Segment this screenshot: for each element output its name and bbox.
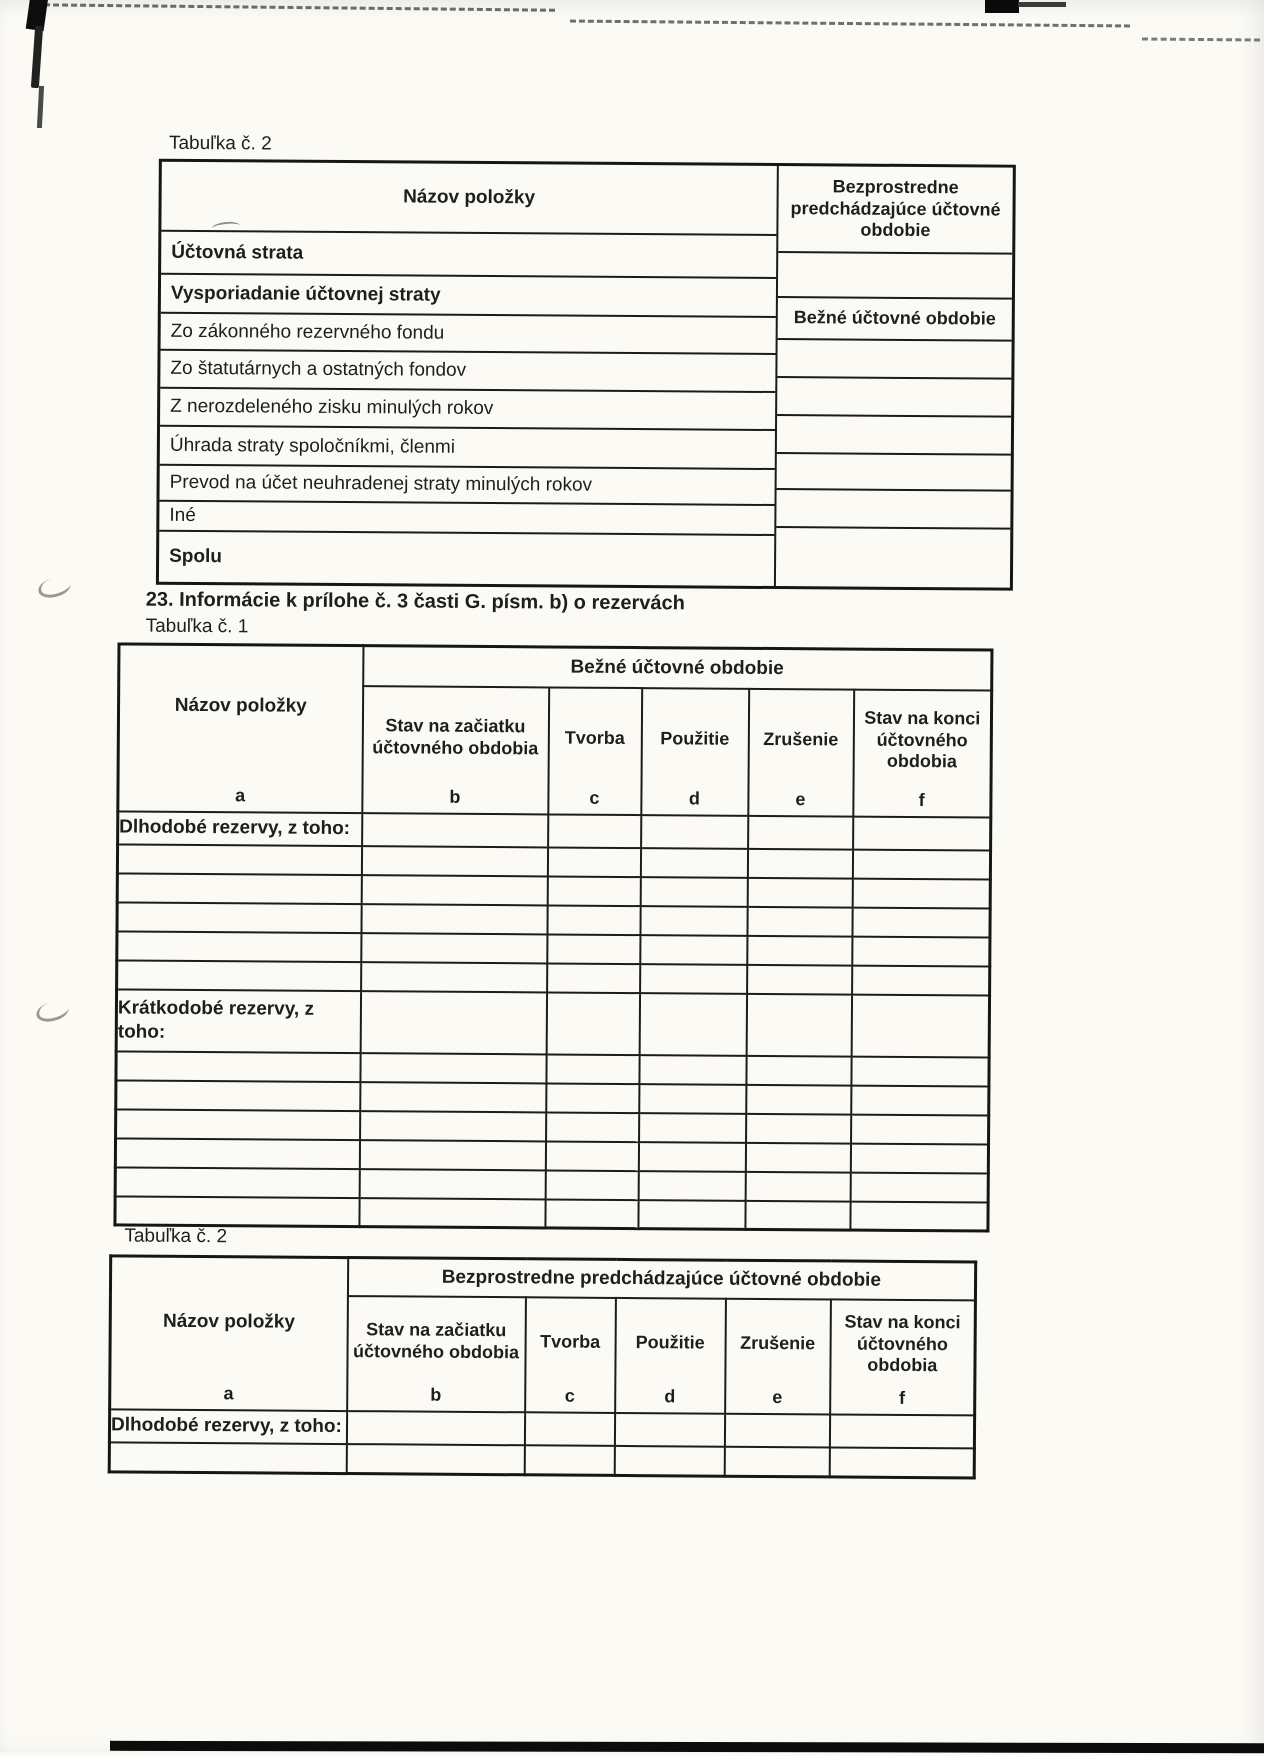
empty-cell bbox=[777, 378, 1011, 418]
empty-cell bbox=[546, 1083, 639, 1113]
empty-cell bbox=[641, 815, 748, 849]
empty-cell bbox=[547, 963, 640, 993]
empty-cell bbox=[745, 1200, 850, 1230]
table-row bbox=[115, 1196, 988, 1231]
empty-cell bbox=[547, 876, 640, 906]
row-label: Iné bbox=[159, 502, 774, 536]
empty-cell bbox=[359, 1198, 545, 1228]
loss-table-value-column bbox=[776, 166, 1013, 588]
empty-cell bbox=[639, 1084, 746, 1114]
empty-cell bbox=[724, 1446, 829, 1477]
empty-cell bbox=[829, 1447, 974, 1478]
empty-cell bbox=[546, 1112, 639, 1142]
empty-cell bbox=[117, 902, 361, 933]
empty-cell bbox=[747, 877, 852, 907]
empty-cell bbox=[359, 1140, 545, 1170]
empty-cell bbox=[639, 993, 746, 1056]
empty-cell bbox=[116, 1109, 360, 1140]
empty-cell bbox=[361, 933, 547, 963]
empty-cell bbox=[776, 528, 1010, 588]
empty-cell bbox=[747, 906, 852, 936]
empty-cell bbox=[638, 1200, 745, 1230]
column-header: Stav na začiatku účtovného obdobia b bbox=[347, 1296, 526, 1412]
column-letter: f bbox=[898, 1387, 906, 1408]
empty-cell bbox=[546, 992, 639, 1055]
empty-cell bbox=[639, 1055, 746, 1085]
empty-cell bbox=[640, 964, 747, 994]
name-column-header bbox=[110, 1256, 348, 1411]
empty-cell bbox=[545, 1170, 638, 1200]
empty-cell bbox=[640, 877, 747, 907]
row-label: Účtovná strata bbox=[161, 232, 776, 279]
row-label: Dlhodobé rezervy, z toho: bbox=[109, 1409, 346, 1444]
table-caption: Tabuľka č. 1 bbox=[145, 615, 249, 638]
empty-cell bbox=[777, 340, 1011, 380]
empty-cell bbox=[852, 936, 990, 966]
row-label: Zo zákonného rezervného fondu bbox=[161, 314, 776, 355]
column-letter: f bbox=[918, 789, 925, 810]
empty-cell bbox=[360, 1053, 546, 1083]
column-header: Použitie d bbox=[641, 688, 749, 816]
empty-cell bbox=[361, 904, 547, 934]
loss-table-name-column bbox=[159, 162, 779, 586]
table-row bbox=[116, 989, 989, 1057]
empty-cell bbox=[640, 935, 747, 965]
column-header: Zrušenie e bbox=[748, 688, 854, 816]
column-header: Názov položky bbox=[174, 694, 307, 717]
empty-cell bbox=[745, 1171, 850, 1201]
empty-cell bbox=[850, 1201, 988, 1231]
empty-cell bbox=[361, 846, 547, 876]
empty-cell bbox=[778, 253, 1012, 300]
period-header: Bezprostredne predchádzajúce účtovné obdobie bbox=[347, 1258, 975, 1300]
reserves-current-table bbox=[113, 642, 993, 1232]
column-letter: a bbox=[223, 1382, 234, 1404]
empty-cell bbox=[747, 935, 852, 965]
column-letter: b bbox=[449, 786, 461, 807]
column-letter: e bbox=[795, 788, 806, 809]
column-header: Stav na konci účtovného obdobia f bbox=[853, 689, 992, 817]
column-header: Stav na konci účtovného obdobia f bbox=[830, 1299, 976, 1415]
empty-cell bbox=[362, 813, 548, 847]
reserves-previous-table bbox=[108, 1254, 978, 1479]
empty-cell bbox=[850, 1172, 988, 1202]
empty-cell bbox=[116, 1051, 360, 1082]
empty-cell bbox=[360, 991, 546, 1054]
empty-cell bbox=[776, 490, 1010, 530]
column-letter: d bbox=[688, 787, 701, 809]
empty-cell bbox=[745, 1142, 850, 1172]
row-label: Z nerozdeleného zisku minulých rokov bbox=[160, 389, 775, 431]
empty-cell bbox=[639, 1113, 746, 1143]
empty-cell bbox=[614, 1445, 724, 1476]
empty-cell bbox=[116, 1080, 360, 1111]
empty-cell bbox=[117, 844, 361, 875]
column-letter: b bbox=[430, 1384, 442, 1405]
empty-cell bbox=[346, 1411, 524, 1445]
row-label: Spolu bbox=[169, 546, 222, 568]
column-header: Bezprostredne predchádzajúce účtovné obdobie bbox=[778, 166, 1013, 255]
table-row bbox=[119, 644, 992, 690]
column-letter: c bbox=[589, 787, 600, 808]
empty-cell bbox=[109, 1442, 346, 1474]
empty-cell bbox=[850, 1143, 988, 1173]
empty-cell bbox=[360, 1111, 546, 1141]
empty-cell bbox=[852, 849, 990, 879]
empty-cell bbox=[524, 1412, 614, 1446]
row-label: Úhrada straty spoločníkmi, členmi bbox=[160, 427, 775, 470]
empty-cell bbox=[545, 1199, 638, 1229]
empty-cell bbox=[638, 1142, 745, 1172]
empty-cell bbox=[852, 878, 990, 908]
empty-cell bbox=[724, 1413, 829, 1447]
empty-cell bbox=[524, 1445, 614, 1476]
column-letter: e bbox=[772, 1386, 783, 1407]
section-heading: 23. Informácie k prílohe č. 3 časti G. písm. b) o rezervách bbox=[145, 588, 685, 615]
empty-cell bbox=[851, 1056, 989, 1086]
empty-cell bbox=[746, 1113, 851, 1143]
empty-cell bbox=[115, 1196, 359, 1227]
column-letter: d bbox=[664, 1385, 676, 1406]
empty-cell bbox=[777, 454, 1011, 492]
empty-cell bbox=[360, 1082, 546, 1112]
empty-cell bbox=[852, 907, 990, 937]
empty-cell bbox=[748, 815, 853, 849]
column-letter: c bbox=[564, 1385, 575, 1406]
name-column-header bbox=[118, 644, 363, 813]
loss-settlement-table bbox=[156, 159, 1016, 591]
row-label: Prevod na účet neuhradenej straty minulých rokov bbox=[159, 466, 774, 506]
empty-cell bbox=[852, 965, 990, 995]
column-header: Tvorba c bbox=[525, 1297, 616, 1413]
column-header: Zrušenie e bbox=[725, 1298, 831, 1414]
column-header: Názov položky bbox=[161, 162, 776, 236]
column-header: Použitie d bbox=[615, 1297, 726, 1413]
empty-cell bbox=[548, 814, 641, 848]
empty-cell bbox=[851, 1085, 989, 1115]
empty-cell bbox=[359, 1169, 545, 1199]
empty-cell bbox=[117, 960, 361, 991]
empty-cell bbox=[851, 994, 989, 1057]
row-label: Vysporiadanie účtovnej straty bbox=[161, 275, 776, 318]
empty-cell bbox=[361, 875, 547, 905]
empty-cell bbox=[747, 964, 852, 994]
empty-cell bbox=[346, 1444, 524, 1475]
empty-cell bbox=[545, 1141, 638, 1171]
empty-cell bbox=[115, 1167, 359, 1198]
empty-cell bbox=[117, 931, 361, 962]
empty-cell bbox=[829, 1414, 974, 1448]
empty-cell bbox=[547, 905, 640, 935]
table-row bbox=[109, 1442, 974, 1478]
empty-cell bbox=[638, 1171, 745, 1201]
empty-cell bbox=[614, 1412, 724, 1446]
empty-cell bbox=[851, 1114, 989, 1144]
column-header: Názov položky bbox=[162, 1310, 296, 1333]
column-header: Stav na začiatku účtovného obdobia b bbox=[362, 686, 549, 814]
table-row bbox=[110, 1256, 975, 1300]
empty-cell bbox=[115, 1138, 359, 1169]
empty-cell bbox=[546, 1054, 639, 1084]
table-caption: Tabuľka č. 2 bbox=[168, 132, 272, 155]
empty-cell bbox=[640, 848, 747, 878]
table-caption: Tabuľka č. 2 bbox=[124, 1225, 228, 1248]
empty-cell bbox=[746, 993, 851, 1056]
column-letter: a bbox=[235, 785, 246, 806]
empty-cell bbox=[117, 873, 361, 904]
empty-cell bbox=[777, 416, 1011, 456]
row-label: Zo štatutárnych a ostatných fondov bbox=[160, 351, 775, 393]
column-header: Bežné účtovné obdobie bbox=[778, 298, 1012, 342]
row-label: Dlhodobé rezervy, z toho: bbox=[118, 811, 362, 846]
empty-cell bbox=[746, 1084, 851, 1114]
empty-cell bbox=[640, 906, 747, 936]
empty-cell bbox=[547, 847, 640, 877]
empty-cell bbox=[361, 962, 547, 992]
row-label: Krátkodobé rezervy, z toho: bbox=[116, 989, 360, 1053]
empty-cell bbox=[747, 848, 852, 878]
empty-cell bbox=[853, 816, 991, 850]
empty-cell bbox=[746, 1055, 851, 1085]
period-header: Bežné účtovné obdobie bbox=[363, 646, 992, 690]
column-header: Tvorba c bbox=[548, 687, 642, 815]
empty-cell bbox=[547, 934, 640, 964]
